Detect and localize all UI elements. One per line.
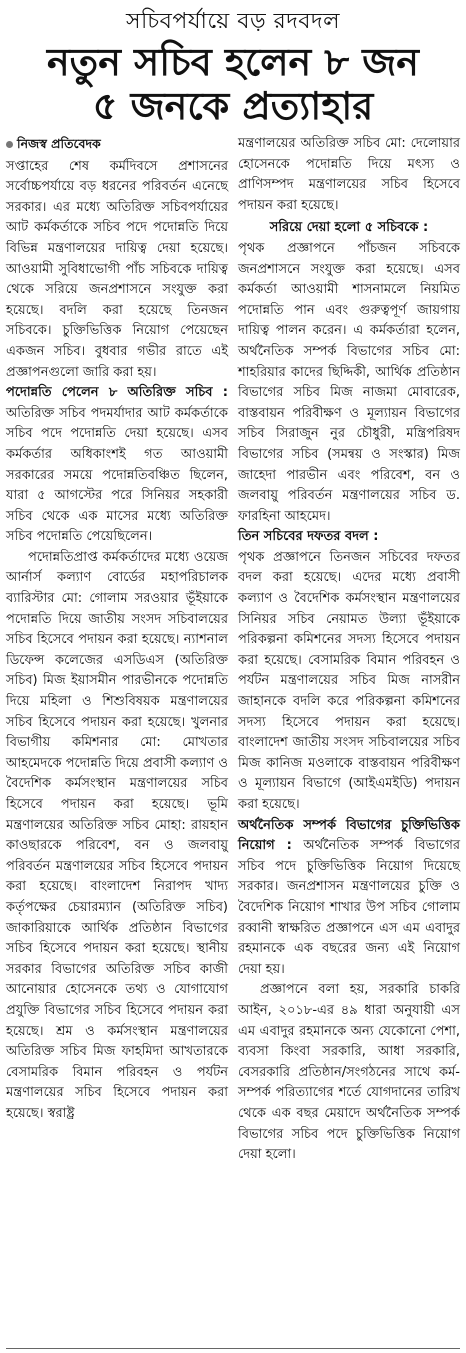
headline-line-1: নতুন সচিব হলেন ৮ জন	[47, 40, 419, 84]
column-right	[238, 134, 460, 1166]
subheading: অর্থনৈতিক সম্পর্ক বিভাগের চুক্তিভিত্তিক নিয়োগ :	[238, 817, 460, 854]
bullet-icon	[6, 141, 13, 148]
subheading: তিন সচিবের দফতর বদল :	[238, 529, 379, 545]
byline-text: নিজস্ব প্রতিবেদক	[17, 136, 101, 151]
news-article	[0, 8, 466, 1353]
subheading: পদোন্নতি পেলেন ৮ অতিরিক্ত সচিব :	[6, 385, 228, 401]
section-paragraph	[238, 816, 460, 981]
byline	[6, 134, 228, 155]
paragraph: মন্ত্রণালয়ের অতিরিক্ত সচিব মো: দেলোয়ার হোসেনকে পদোন্নতি দিয়ে মৎস্য ও প্রাণিসম্পদ মন্ত্রণালয়ের সচিব হিসেবে পদায়ন করা হয়েছে।	[238, 136, 460, 213]
section-paragraph	[6, 383, 228, 548]
paragraph: সপ্তাহের শেষ কর্মদিবসে প্রশাসনের সর্বোচ্চপর্যায়ে বড় ধরনের পরিবর্তন এনেছে সরকার। এর মধ্যে অতিরিক্ত সচিবপর্যায়ের আট কর্মকর্তাকে সচিব পদে পদোন্নতি দিয়ে বিভিন্ন মন্ত্রণালয়ের দায়িত্ব দেয়া হয়েছে। আওয়ামী সুবিধাভোগী পাঁচ সচিবকে দায়িত্ব থেকে সরিয়ে জনপ্রশাসনে সংযুক্ত করা হয়েছে। বদলি করা হয়েছে তিনজন সচিবকে। চুক্তিভিত্তিক নিয়োগ পেয়েছেন একজন সচিব। বুধবার গভীর রাতে এই প্রজ্ঞাপনগুলো জারি করা হয়।	[6, 158, 228, 380]
bottom-rule	[6, 1348, 460, 1349]
paragraph-text: অতিরিক্ত সচিব পদমর্যাদার আট কর্মকর্তাকে সচিব পদে পদোন্নতি দেয়া হয়েছে। এসব কর্মকর্তার অধিকাংশই গত আওয়ামী সরকারের সময়ে পদোন্নতিবঞ্চিত ছিলেন, যারা ৫ আগস্টের পরে সিনিয়র সহকারী সচিব থেকে এক মাসের মধ্যে অতিরিক্ত সচিব পদোন্নতি পেয়েছিলেন।	[6, 405, 228, 545]
paragraph: প্রজ্ঞাপনে বলা হয়, সরকারি চাকরি আইন, ২০১৮-এর ৪৯ ধারা অনুযায়ী এস এম এবাদুর রহমানকে অন্য যেকোনো পেশা, ব্যবসা কিংবা সরকারি, আধা সরকারি, বেসরকারি প্রতিষ্ঠান/সংগঠনের সাথে কর্ম-সম্পর্ক পরিত্যাগের শর্তে যোগদানের তারিখ থেকে এক বছর মেয়াদে অর্থনৈতিক সম্পর্ক বিভাগের সচিব পদে চুক্তিভিত্তিক নিয়োগ দেয়া হলো।	[238, 982, 460, 1163]
paragraph: পৃথক প্রজ্ঞাপনে তিনজন সচিবের দফতর বদল করা হয়েছে। এদের মধ্যে প্রবাসী কল্যাণ ও বৈদেশিক কর্মসংস্থান মন্ত্রণালয়ের সিনিয়র সচিব নেয়ামত উল্যা ভূঁইয়াকে পরিকল্পনা কমিশনের সদস্য হিসেবে পদায়ন করা হয়েছে। বেসামরিক বিমান পরিবহন ও পর্যটন মন্ত্রণালয়ের সচিব মিজ নাসরীন জাহানকে বদলি করে পরিকল্পনা কমিশনের সদস্য হিসেবে পদায়ন করা হয়েছে। বাংলাদেশ জাতীয় সংসদ সচিবালয়ের সচিব মিজ কানিজ মওলাকে বাস্তবায়ন পরিবীক্ষণ ও মূল্যায়ন বিভাগে (আইএমইডি) পদায়ন করা হয়েছে।	[238, 549, 460, 812]
column-left	[6, 134, 228, 1166]
article-kicker: সচিবপর্যায়ে বড় রদবদল	[125, 9, 341, 34]
paragraph-text: অর্থনৈতিক সম্পর্ক বিভাগের সচিব পদে চুক্তিভিত্তিক নিয়োগ দিয়েছে সরকার। জনপ্রশাসন মন্ত্রণালয়ের চুক্তি ও বৈদেশিক নিয়োগ শাখার উপ সচিব গোলাম রব্বানী স্বাক্ষরিত প্রজ্ঞাপনে এস এম এবাদুর রহমানকে এক বছরের জন্য এই নিয়োগ দেয়া হয়।	[238, 838, 461, 977]
article-body	[6, 134, 460, 1166]
paragraph: পৃথক প্রজ্ঞাপনে পাঁচজন সচিবকে জনপ্রশাসনে সংযুক্ত করা হয়েছে। এসব কর্মকর্তা আওয়ামী শাসনামলে নিয়মিত পদোন্নতি পান এবং গুরুত্বপূর্ণ জায়গায় দায়িত্ব পালন করেন। এ কর্মকর্তারা হলেন, অর্থনৈতিক সম্পর্ক বিভাগের সচিব মো: শাহরিয়ার কাদের ছিদ্দিকী, আর্থিক প্রতিষ্ঠান বিভাগের সচিব মিজ নাজমা মোবারেক, বাস্তবায়ন পরিবীক্ষণ ও মূল্যায়ন বিভাগের সচিব সিরাজুন নুর চৌধুরী, মন্ত্রিপরিষদ বিভাগের সচিব (সমন্বয় ও সংস্কার) মিজ জাহেদা পারভীন এবং পরিবেশ, বন ও জলবায়ু পরিবর্তন মন্ত্রণালয়ের সচিব ড. ফারহিনা আহমেদ।	[238, 240, 460, 524]
headline-line-2: ৫ জনকে প্রত্যাহার	[92, 84, 374, 128]
paragraph: পদোন্নতিপ্রাপ্ত কর্মকর্তাদের মধ্যে ওয়েজ আর্নার্স কল্যাণ বোর্ডের মহাপরিচালক ব্যারিস্টার মো: গোলাম সরওয়ার ভূঁইয়াকে পদোন্নতি দিয়ে জাতীয় সংসদ সচিবালয়ের সচিব হিসেবে পদায়ন করা হয়েছে। ন্যাশনাল ডিফেন্স কলেজের এসডিএস (অতিরিক্ত সচিব) মিজ ইয়াসমীন পারভীনকে পদোন্নতি দিয়ে মহিলা ও শিশুবিষয়ক মন্ত্রণালয়ের সচিব হিসেবে পদায়ন করা হয়েছে। খুলনার বিভাগীয় কমিশনার মো: মোখতার আহমেদকে পদোন্নতি দিয়ে প্রবাসী কল্যাণ ও বৈদেশিক কর্মসংস্থান মন্ত্রণালয়ের সচিব হিসেবে পদায়ন করা হয়েছে। ভূমি মন্ত্রণালয়ের অতিরিক্ত সচিব মোহা: রায়হান কাওছারকে পরিবেশ, বন ও জলবায়ু পরিবর্তন মন্ত্রণালয়ের সচিব হিসেবে পদায়ন করা হয়েছে। বাংলাদেশ নিরাপদ খাদ্য কর্তৃপক্ষের চেয়ারম্যান (অতিরিক্ত সচিব) জাকারিয়াকে আর্থিক প্রতিষ্ঠান বিভাগের সচিব হিসেবে পদায়ন করা হয়েছে। স্থানীয় সরকার বিভাগের অতিরিক্ত সচিব কাজী আনোয়ার হোসেনকে তথ্য ও যোগাযোগ প্রযুক্তি বিভাগের সচিব হিসেবে পদায়ন করা হয়েছে। শ্রম ও কর্মসংস্থান মন্ত্রণালয়ের অতিরিক্ত সচিব মিজ ফাহমিদা আখতারকে বেসামরিক বিমান পরিবহন ও পর্যটন মন্ত্রণালয়ের সচিব হিসেবে পদায়ন করা হয়েছে। স্বরাষ্ট্র	[6, 549, 228, 1121]
subheading: সরিয়ে দেয়া হলো ৫ সচিবকে :	[269, 220, 429, 236]
